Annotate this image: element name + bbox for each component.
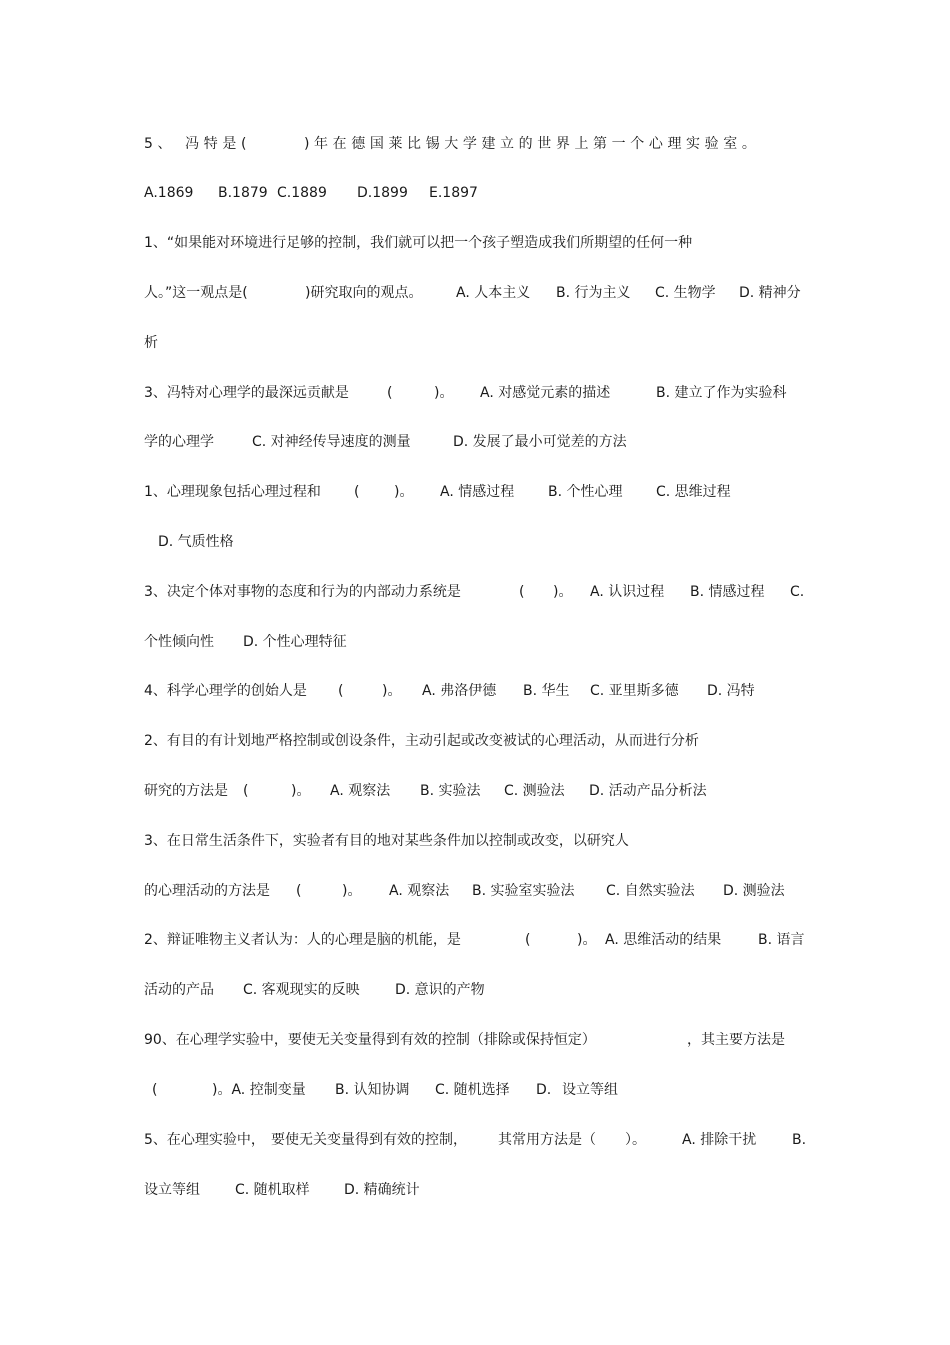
option-c: C. 随机取样 xyxy=(235,1182,310,1198)
options-line xyxy=(144,183,478,203)
option-c: C. 测验法 xyxy=(504,783,565,799)
option-c: C. 自然实验法 xyxy=(606,883,695,899)
option-d-text: 设立等组 xyxy=(562,1082,618,1098)
question-text: 3、冯特对心理学的最深远贡献是 xyxy=(144,385,349,401)
option-a: A. 思维活动的结果 xyxy=(605,932,722,948)
question-text: 要使无关变量得到有效的控制， xyxy=(271,1132,467,1148)
option-e: E.1897 xyxy=(429,185,478,201)
option-c: C. xyxy=(790,584,805,600)
option-c: C. 对神经传导速度的测量 xyxy=(252,434,411,450)
question-text: 1、心理现象包括心理过程和 xyxy=(144,484,321,500)
question-text: 5、在心理实验中， xyxy=(144,1132,265,1148)
option-d: D. 冯特 xyxy=(707,683,755,699)
question-text: 个性倾向性 xyxy=(144,634,214,650)
question-text: 4、科学心理学的创始人是 xyxy=(144,683,307,699)
option-b: B. 建立了作为实验科 xyxy=(656,385,787,401)
option-d: D. 意识的产物 xyxy=(395,982,485,998)
option-c: C.1889 xyxy=(277,185,327,201)
question-line xyxy=(152,1080,618,1100)
question-line xyxy=(144,233,693,253)
question-text: ，其主要方法是 xyxy=(687,1032,785,1048)
option-d: D. 气质性格 xyxy=(158,534,234,550)
option-c: C. 客观现实的反映 xyxy=(243,982,360,998)
question-line xyxy=(144,134,761,154)
question-line xyxy=(144,930,805,950)
option-b: B. 情感过程 xyxy=(690,584,765,600)
question-line xyxy=(144,283,801,303)
answer-paren: ( xyxy=(152,1082,158,1098)
question-text: 其常用方法是（ xyxy=(498,1132,596,1148)
question-text: 析 xyxy=(144,335,158,351)
question-text: 学的心理学 xyxy=(144,434,214,450)
answer-paren: ( xyxy=(338,683,344,699)
option-a: A. 观察法 xyxy=(330,783,391,799)
option-d: D. xyxy=(536,1082,552,1098)
option-a: A. 认识过程 xyxy=(590,584,665,600)
question-text: 2、有目的有计划地严格控制或创设条件，主动引起或改变被试的心理活动，从而进行分析 xyxy=(144,733,699,749)
question-text: )研究取向的观点。 xyxy=(305,285,423,301)
answer-paren: )。 xyxy=(291,783,311,799)
answer-paren: ( xyxy=(296,883,302,899)
answer-paren: ( xyxy=(387,385,393,401)
question-line xyxy=(144,432,627,452)
option-b: B. 实验法 xyxy=(420,783,481,799)
option-c: C. 思维过程 xyxy=(656,484,731,500)
question-line xyxy=(144,781,707,801)
question-line xyxy=(144,582,805,602)
option-a: A. 弗洛伊德 xyxy=(422,683,497,699)
question-line xyxy=(144,731,699,751)
option-a: A. 观察法 xyxy=(389,883,450,899)
question-line xyxy=(144,681,755,701)
option-a: A. 排除干扰 xyxy=(682,1132,757,1148)
question-line xyxy=(144,383,787,403)
option-c: C. 亚里斯多德 xyxy=(590,683,679,699)
answer-paren: ( xyxy=(354,484,360,500)
question-text: )年在德国莱比锡大学建立的世界上第一个心理实验室。 xyxy=(304,136,761,152)
option-c: C. 生物学 xyxy=(655,285,716,301)
question-text: 设立等组 xyxy=(144,1182,200,1198)
answer-paren: )。 xyxy=(394,484,414,500)
question-line xyxy=(144,333,162,353)
option-a: A. 对感觉元素的描述 xyxy=(480,385,611,401)
option-c: C. 随机选择 xyxy=(435,1082,510,1098)
question-text: 1、“如果能对环境进行足够的控制，我们就可以把一个孩子塑造成我们所期望的任何一种 xyxy=(144,235,693,251)
option-d: D. 发展了最小可觉差的方法 xyxy=(453,434,627,450)
question-line xyxy=(144,831,629,851)
question-text: 90、在心理学实验中，要使无关变量得到有效的控制（排除或保持恒定） xyxy=(144,1032,596,1048)
option-d: D. 个性心理特征 xyxy=(243,634,347,650)
option-b: B. xyxy=(792,1132,807,1148)
answer-paren: )。 xyxy=(382,683,402,699)
question-text: 2、辩证唯物主义者认为：人的心理是脑的机能，是 xyxy=(144,932,461,948)
question-text: 3、在日常生活条件下，实验者有目的地对某些条件加以控制或改变，以研究人 xyxy=(144,833,629,849)
option-a: A. 情感过程 xyxy=(440,484,515,500)
option-b: B. 华生 xyxy=(523,683,570,699)
question-line xyxy=(144,482,731,502)
option-b: B. 个性心理 xyxy=(548,484,623,500)
question-text: 研究的方法是 xyxy=(144,783,228,799)
answer-paren: )。 xyxy=(342,883,362,899)
question-text: 5、 冯特是( xyxy=(144,136,252,152)
question-line xyxy=(144,1130,807,1150)
answer-paren: )。 xyxy=(434,385,454,401)
question-line xyxy=(144,881,785,901)
answer-paren: )。 xyxy=(553,584,573,600)
option-a: A.1869 xyxy=(144,185,194,201)
question-text: 活动的产品 xyxy=(144,982,214,998)
answer-paren: ( xyxy=(519,584,525,600)
option-d: D. 活动产品分析法 xyxy=(589,783,707,799)
question-line xyxy=(158,532,234,552)
question-text: 的心理活动的方法是 xyxy=(144,883,270,899)
option-d: D.1899 xyxy=(357,185,408,201)
answer-paren: ）。 xyxy=(625,1132,646,1148)
question-text: 3、决定个体对事物的态度和行为的内部动力系统是 xyxy=(144,584,461,600)
option-d: D. 精确统计 xyxy=(344,1182,420,1198)
option-b: B.1879 xyxy=(218,185,268,201)
question-line xyxy=(144,1030,785,1050)
question-text: 人。”这一观点是( xyxy=(144,285,248,301)
option-d: D. 测验法 xyxy=(723,883,785,899)
answer-paren: ( xyxy=(243,783,249,799)
question-line xyxy=(144,980,485,1000)
option-d: D. 精神分 xyxy=(739,285,801,301)
answer-paren: )。 xyxy=(577,932,597,948)
question-line xyxy=(144,632,347,652)
question-line xyxy=(144,1180,420,1200)
option-b: B. 实验室实验法 xyxy=(472,883,575,899)
answer-paren: ( xyxy=(525,932,531,948)
option-b: B. 行为主义 xyxy=(556,285,631,301)
option-a: )。A. 控制变量 xyxy=(212,1082,306,1098)
option-b: B. 语言 xyxy=(758,932,805,948)
option-a: A. 人本主义 xyxy=(456,285,531,301)
option-b: B. 认知协调 xyxy=(335,1082,410,1098)
